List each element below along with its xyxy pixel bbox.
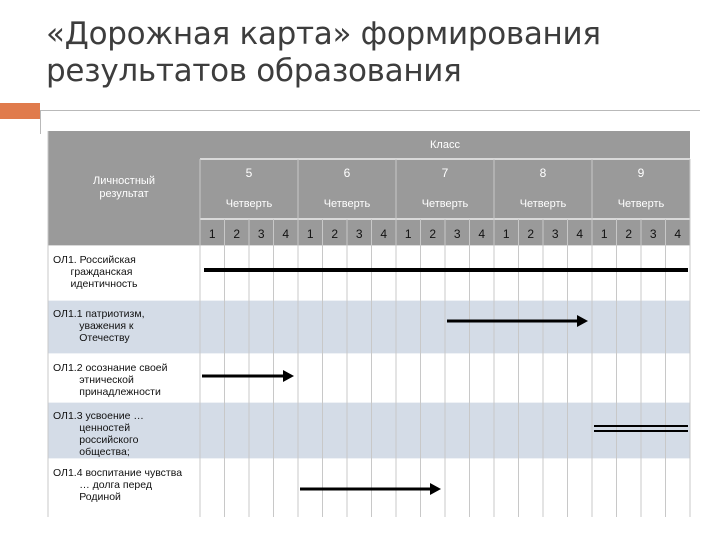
quarter-number: 1 [208, 227, 216, 241]
quarter-number: 2 [625, 227, 633, 241]
table-row [48, 402, 690, 459]
quarter-number: 1 [502, 227, 510, 241]
quarter-number: 2 [429, 227, 437, 241]
quarter-number: 1 [600, 227, 608, 241]
row-label: ОЛ1.1 патриотизм, уважения к Отечеству [53, 308, 145, 344]
quarter-number: 3 [649, 227, 657, 241]
quarter-label: Четверть [617, 198, 665, 210]
quarter-number: 2 [233, 227, 241, 241]
quarter-label: Четверть [225, 198, 273, 210]
quarter-number: 4 [674, 227, 682, 241]
grade-label: 8 [539, 166, 547, 180]
quarter-number: 1 [404, 227, 412, 241]
quarter-number: 4 [576, 227, 584, 241]
quarter-label: Четверть [421, 198, 469, 210]
quarter-label: Четверть [519, 198, 567, 210]
header-result: Личностный результат [93, 175, 155, 200]
row-label: ОЛ1.3 усвоение … ценностей российского общества; [53, 410, 144, 458]
row-label: ОЛ1. Российская гражданская идентичность [53, 254, 138, 290]
header-class: Класс [430, 139, 460, 151]
quarter-number: 2 [331, 227, 339, 241]
quarter-number: 4 [380, 227, 388, 241]
row-label: ОЛ1.2 осознание своей этнической принадлежности [53, 362, 168, 398]
quarter-number: 4 [478, 227, 486, 241]
quarter-number: 3 [355, 227, 363, 241]
quarter-number: 4 [282, 227, 290, 241]
slide-title: «Дорожная карта» формирования результатов образования [46, 16, 601, 89]
quarter-number: 3 [551, 227, 559, 241]
quarter-number: 2 [527, 227, 535, 241]
grade-label: 5 [245, 166, 253, 180]
grade-label: 6 [343, 166, 351, 180]
quarter-label: Четверть [323, 198, 371, 210]
quarter-number: 3 [257, 227, 265, 241]
grade-label: 7 [441, 166, 449, 180]
row-label: ОЛ1.4 воспитание чувства … долга перед Родиной [53, 467, 183, 503]
quarter-number: 3 [453, 227, 461, 241]
quarter-number: 1 [306, 227, 314, 241]
grade-label: 9 [637, 166, 645, 180]
table-row [48, 246, 690, 300]
